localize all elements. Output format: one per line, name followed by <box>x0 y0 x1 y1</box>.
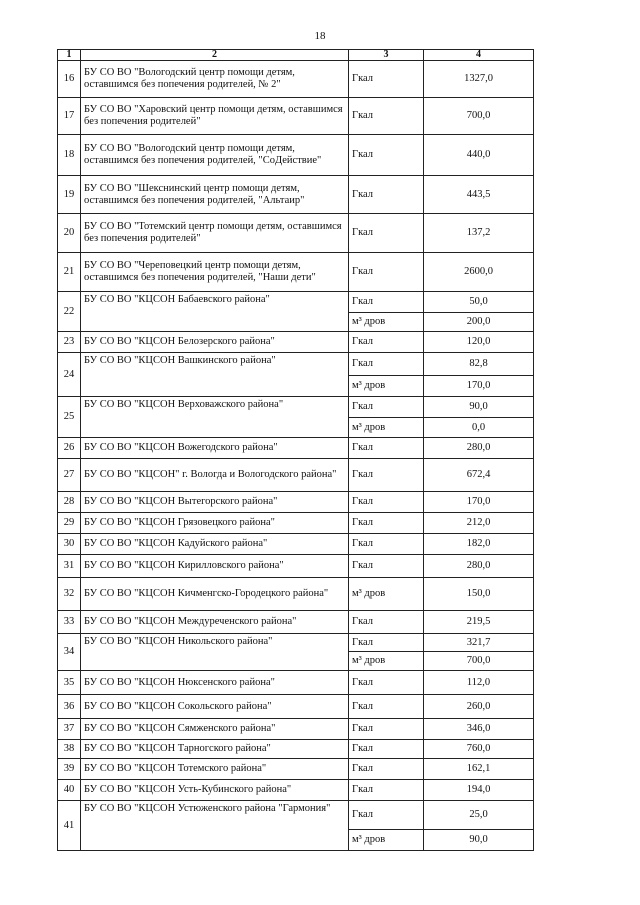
table-row <box>58 513 534 534</box>
heat-consumption-table <box>57 49 534 851</box>
header-col-3: 3 <box>349 50 424 61</box>
value-cell: 170,0 <box>424 376 534 397</box>
table-row <box>58 695 534 719</box>
table-row <box>58 135 534 176</box>
row-number: 34 <box>58 634 81 671</box>
row-number: 41 <box>58 801 81 851</box>
institution-name: БУ СО ВО "КЦСОН Кадуйского района" <box>81 534 349 555</box>
unit-cell: м³ дров <box>349 830 424 851</box>
table-row <box>58 332 534 353</box>
unit-cell: Гкал <box>349 740 424 759</box>
value-cell: 1327,0 <box>424 61 534 98</box>
row-number: 40 <box>58 780 81 801</box>
institution-name: БУ СО ВО "КЦСОН Сямженского района" <box>81 719 349 740</box>
table-row <box>58 292 534 313</box>
table-row <box>58 459 534 492</box>
unit-cell: Гкал <box>349 780 424 801</box>
unit-cell: Гкал <box>349 459 424 492</box>
page-number: 18 <box>314 30 326 42</box>
row-number: 20 <box>58 214 81 253</box>
value-cell: 25,0 <box>424 801 534 830</box>
row-number: 27 <box>58 459 81 492</box>
value-cell: 170,0 <box>424 492 534 513</box>
table-row <box>58 719 534 740</box>
unit-cell: м³ дров <box>349 376 424 397</box>
row-number: 30 <box>58 534 81 555</box>
institution-name: БУ СО ВО "КЦСОН Грязовецкого района" <box>81 513 349 534</box>
institution-name: БУ СО ВО "КЦСОН Белозерского района" <box>81 332 349 353</box>
institution-name: БУ СО ВО "КЦСОН Никольского района" <box>81 634 349 671</box>
table-row <box>58 492 534 513</box>
header-col-1: 1 <box>58 50 81 61</box>
value-cell: 200,0 <box>424 313 534 332</box>
unit-cell: Гкал <box>349 719 424 740</box>
value-cell: 0,0 <box>424 418 534 438</box>
value-cell: 50,0 <box>424 292 534 313</box>
unit-cell: Гкал <box>349 695 424 719</box>
value-cell: 321,7 <box>424 634 534 652</box>
institution-name: БУ СО ВО "КЦСОН Сокольского района" <box>81 695 349 719</box>
row-number: 33 <box>58 611 81 634</box>
table-row <box>58 397 534 418</box>
table-row <box>58 534 534 555</box>
value-cell: 672,4 <box>424 459 534 492</box>
table-row <box>58 353 534 376</box>
unit-cell: м³ дров <box>349 652 424 671</box>
row-number: 38 <box>58 740 81 759</box>
value-cell: 120,0 <box>424 332 534 353</box>
institution-name: БУ СО ВО "КЦСОН Вашкинского района" <box>81 353 349 397</box>
row-number: 19 <box>58 176 81 214</box>
table-row <box>58 740 534 759</box>
value-cell: 219,5 <box>424 611 534 634</box>
institution-name: БУ СО ВО "КЦСОН Междуреченского района" <box>81 611 349 634</box>
value-cell: 260,0 <box>424 695 534 719</box>
row-number: 35 <box>58 671 81 695</box>
header-col-4: 4 <box>424 50 534 61</box>
row-number: 18 <box>58 135 81 176</box>
institution-name: БУ СО ВО "КЦСОН Вытегорского района" <box>81 492 349 513</box>
institution-name: БУ СО ВО "Вологодский центр помощи детям, оставшимся без попечения родителей, № 2" <box>81 61 349 98</box>
unit-cell: Гкал <box>349 801 424 830</box>
institution-name: БУ СО ВО "Харовский центр помощи детям, оставшимся без попечения родителей" <box>81 98 349 135</box>
value-cell: 700,0 <box>424 652 534 671</box>
unit-cell: Гкал <box>349 555 424 578</box>
table-row <box>58 438 534 459</box>
row-number: 23 <box>58 332 81 353</box>
table-row <box>58 98 534 135</box>
header-col-2: 2 <box>81 50 349 61</box>
institution-name: БУ СО ВО "КЦСОН Бабаевского района" <box>81 292 349 332</box>
institution-name: БУ СО ВО "КЦСОН Устюженского района "Гармония" <box>81 801 349 851</box>
value-cell: 90,0 <box>424 830 534 851</box>
unit-cell: Гкал <box>349 438 424 459</box>
row-number: 28 <box>58 492 81 513</box>
table-row <box>58 634 534 652</box>
row-number: 16 <box>58 61 81 98</box>
unit-cell: Гкал <box>349 253 424 292</box>
value-cell: 280,0 <box>424 555 534 578</box>
table-row <box>58 253 534 292</box>
value-cell: 760,0 <box>424 740 534 759</box>
unit-cell: Гкал <box>349 98 424 135</box>
row-number: 26 <box>58 438 81 459</box>
value-cell: 162,1 <box>424 759 534 780</box>
value-cell: 2600,0 <box>424 253 534 292</box>
unit-cell: Гкал <box>349 332 424 353</box>
table-row <box>58 780 534 801</box>
header-row <box>58 50 534 61</box>
unit-cell: м³ дров <box>349 418 424 438</box>
value-cell: 440,0 <box>424 135 534 176</box>
unit-cell: Гкал <box>349 135 424 176</box>
institution-name: БУ СО ВО "КЦСОН" г. Вологда и Вологодского района" <box>81 459 349 492</box>
row-number: 31 <box>58 555 81 578</box>
unit-cell: Гкал <box>349 634 424 652</box>
unit-cell: Гкал <box>349 292 424 313</box>
institution-name: БУ СО ВО "Вологодский центр помощи детям, оставшимся без попечения родителей, "СоДействие" <box>81 135 349 176</box>
institution-name: БУ СО ВО "КЦСОН Кирилловского района" <box>81 555 349 578</box>
unit-cell: Гкал <box>349 176 424 214</box>
value-cell: 443,5 <box>424 176 534 214</box>
table-row <box>58 214 534 253</box>
row-number: 29 <box>58 513 81 534</box>
value-cell: 194,0 <box>424 780 534 801</box>
value-cell: 82,8 <box>424 353 534 376</box>
unit-cell: Гкал <box>349 759 424 780</box>
institution-name: БУ СО ВО "КЦСОН Тарногского района" <box>81 740 349 759</box>
unit-cell: м³ дров <box>349 313 424 332</box>
unit-cell: Гкал <box>349 397 424 418</box>
row-number: 32 <box>58 578 81 611</box>
row-number: 25 <box>58 397 81 438</box>
value-cell: 700,0 <box>424 98 534 135</box>
row-number: 17 <box>58 98 81 135</box>
unit-cell: Гкал <box>349 61 424 98</box>
table-row <box>58 611 534 634</box>
value-cell: 280,0 <box>424 438 534 459</box>
table-row <box>58 801 534 830</box>
value-cell: 150,0 <box>424 578 534 611</box>
unit-cell: Гкал <box>349 611 424 634</box>
institution-name: БУ СО ВО "КЦСОН Тотемского района" <box>81 759 349 780</box>
institution-name: БУ СО ВО "КЦСОН Верховажского района" <box>81 397 349 438</box>
value-cell: 346,0 <box>424 719 534 740</box>
row-number: 21 <box>58 253 81 292</box>
table-row <box>58 555 534 578</box>
unit-cell: м³ дров <box>349 578 424 611</box>
table-body <box>58 61 534 851</box>
institution-name: БУ СО ВО "КЦСОН Кичменгско-Городецкого района" <box>81 578 349 611</box>
value-cell: 112,0 <box>424 671 534 695</box>
institution-name: БУ СО ВО "Череповецкий центр помощи детям, оставшимся без попечения родителей, "Наши дети" <box>81 253 349 292</box>
unit-cell: Гкал <box>349 214 424 253</box>
institution-name: БУ СО ВО "Тотемский центр помощи детям, оставшимся без попечения родителей" <box>81 214 349 253</box>
table-row <box>58 176 534 214</box>
value-cell: 212,0 <box>424 513 534 534</box>
unit-cell: Гкал <box>349 513 424 534</box>
institution-name: БУ СО ВО "КЦСОН Вожегодского района" <box>81 438 349 459</box>
value-cell: 137,2 <box>424 214 534 253</box>
unit-cell: Гкал <box>349 671 424 695</box>
table-row <box>58 61 534 98</box>
unit-cell: Гкал <box>349 353 424 376</box>
value-cell: 90,0 <box>424 397 534 418</box>
value-cell: 182,0 <box>424 534 534 555</box>
row-number: 37 <box>58 719 81 740</box>
institution-name: БУ СО ВО "КЦСОН Усть-Кубинского района" <box>81 780 349 801</box>
row-number: 22 <box>58 292 81 332</box>
institution-name: БУ СО ВО "КЦСОН Нюксенского района" <box>81 671 349 695</box>
row-number: 39 <box>58 759 81 780</box>
table-row <box>58 671 534 695</box>
table-row <box>58 578 534 611</box>
unit-cell: Гкал <box>349 534 424 555</box>
unit-cell: Гкал <box>349 492 424 513</box>
row-number: 36 <box>58 695 81 719</box>
table-row <box>58 759 534 780</box>
institution-name: БУ СО ВО "Шекснинский центр помощи детям, оставшимся без попечения родителей, "Альтаир" <box>81 176 349 214</box>
row-number: 24 <box>58 353 81 397</box>
